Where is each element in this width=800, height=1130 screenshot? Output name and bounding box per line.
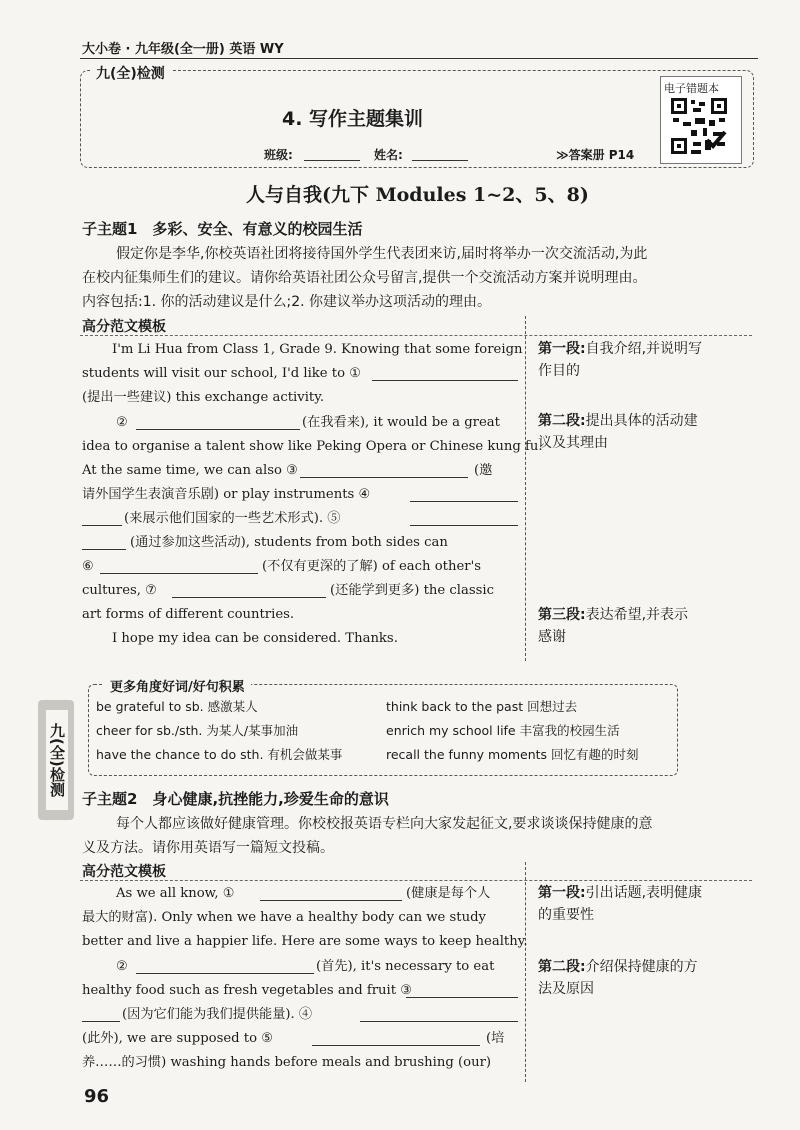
answer-blank-2[interactable] [136, 429, 300, 430]
subtopic2-heading: 子主题2 身心健康,抗挫能力,珍爱生命的意识 [82, 790, 389, 808]
subtopic1-prompt-line: 在校内征集师生们的建议。请你给英语社团公众号留言,提供一个交流活动方案并说明理由。 [82, 270, 647, 286]
essay-line: (还能学到更多) the classic [330, 583, 494, 598]
paragraph-note: 第三段:表达希望,并表示 感谢 [538, 607, 689, 645]
essay-line: (来展示他们国家的一些艺术形式). ⑤ [124, 511, 341, 526]
essay-line: healthy food such as fresh vegetables and fruit ③ [82, 983, 413, 998]
answer-blank-1[interactable] [372, 380, 518, 381]
side-tab [38, 700, 74, 820]
subtopic2-prompt-line: 义及方法。请你用英语写一篇短文投稿。 [82, 840, 334, 856]
page-number: 96 [84, 1086, 110, 1107]
essay-line: (邀 [474, 463, 493, 478]
essay-line: (提出一些建议) this exchange activity. [82, 390, 325, 405]
phrase-item: have the chance to do sth. 有机会做某事 [96, 747, 343, 762]
name-blank[interactable] [412, 160, 468, 161]
phrase-item: enrich my school life 丰富我的校园生活 [386, 723, 620, 738]
name-label: 姓名: [374, 148, 403, 162]
answer-blank-s2-2[interactable] [136, 973, 314, 974]
essay-line: I hope my idea can be considered. Thanks. [112, 631, 398, 646]
answer-blank-4b[interactable] [82, 525, 122, 526]
answer-blank-5b[interactable] [82, 549, 126, 550]
phrase-item: think back to the past 回想过去 [386, 699, 578, 714]
phrase-box-title: 更多角度好词/好句积累 [104, 676, 251, 695]
class-label: 班级: [264, 148, 293, 162]
section-title: 4. 写作主题集训 [282, 108, 424, 130]
essay-line: (培 [486, 1031, 505, 1046]
answer-blank-7[interactable] [172, 597, 326, 598]
essay-line: students will visit our school, I'd like to ① [82, 366, 362, 381]
phrase-item: be grateful to sb. 感激某人 [96, 699, 258, 714]
answer-blank-s2-1[interactable] [260, 900, 402, 901]
answer-blank-s2-3[interactable] [406, 997, 518, 998]
essay-line: 请外国学生表演音乐剧) or play instruments ④ [82, 487, 371, 502]
paragraph-note: 第一段:引出话题,表明健康 的重要性 [538, 885, 703, 923]
subtopic1-prompt-line: 假定你是李华,你校英语社团将接待国外学生代表团来访,届时将举办一次交流活动,为此 [116, 246, 648, 262]
subtopic1-prompt-line: 内容包括:1. 你的活动建议是什么;2. 你建议举办这项活动的理由。 [82, 294, 492, 310]
paragraph-note: 第二段:提出具体的活动建 议及其理由 [538, 413, 698, 451]
answer-reference: ≫答案册 P14 [556, 148, 635, 162]
essay-line: 最大的财富). Only when we have a healthy body can we study [82, 910, 486, 925]
blank-number: ⑥ [82, 559, 94, 574]
answer-blank-s2-4[interactable] [360, 1021, 518, 1022]
essay-line: art forms of different countries. [82, 607, 295, 622]
essay-line: (通过参加这些活动), students from both sides can [130, 535, 448, 550]
answer-blank-4[interactable] [410, 501, 518, 502]
side-tab-label: 九(全)检测 [46, 710, 68, 810]
essay-line: cultures, ⑦ [82, 583, 157, 598]
paragraph-note: 第二段:介绍保持健康的方 法及原因 [538, 959, 698, 997]
qr-code-icon[interactable] [669, 96, 729, 156]
essay-line: I'm Li Hua from Class 1, Grade 9. Knowing that some foreign [112, 342, 523, 357]
answer-blank-5[interactable] [410, 525, 518, 526]
book-header: 大小卷 · 九年级(全一册) 英语 WY [82, 42, 284, 57]
template-label: 高分范文模板 [82, 864, 166, 880]
blank-number: ② [116, 415, 128, 430]
column-divider [525, 316, 526, 661]
essay-line: (首先), it's necessary to eat [316, 959, 495, 974]
phrase-item: cheer for sb./sth. 为某人/某事加油 [96, 723, 299, 738]
class-blank[interactable] [304, 160, 360, 161]
essay-line: (此外), we are supposed to ⑤ [82, 1031, 274, 1046]
answer-blank-s2-5[interactable] [312, 1045, 480, 1046]
paragraph-note: 第一段:自我介绍,并说明写 作目的 [538, 341, 703, 379]
qr-label: 电子错题本 [664, 82, 719, 95]
divider [80, 335, 752, 336]
answer-blank-3[interactable] [300, 477, 468, 478]
essay-line: better and live a happier life. Here are some ways to keep healthy. [82, 934, 528, 949]
section-tag: 九(全)检测 [90, 63, 171, 83]
template-label: 高分范文模板 [82, 319, 166, 335]
phrase-item: recall the funny moments 回忆有趣的时刻 [386, 747, 639, 762]
subtopic1-heading: 子主题1 多彩、安全、有意义的校园生活 [82, 220, 363, 238]
essay-line: (不仅有更深的了解) of each other's [262, 559, 481, 574]
blank-number: ② [116, 959, 128, 974]
essay-line: As we all know, ① [116, 886, 235, 901]
essay-line: (在我看来), it would be a great [302, 415, 500, 430]
essay-line: (因为它们能为我们提供能量). ④ [122, 1007, 313, 1022]
subtopic2-prompt-line: 每个人都应该做好健康管理。你校校报英语专栏向大家发起征文,要求谈谈保持健康的意 [116, 816, 653, 832]
main-title: 人与自我(九下 Modules 1~2、5、8) [246, 184, 589, 206]
essay-line: 养……的习惯) washing hands before meals and brushing (our) [82, 1055, 492, 1070]
header-rule [80, 58, 758, 59]
answer-blank-6[interactable] [100, 573, 258, 574]
divider [80, 880, 752, 881]
essay-line: idea to organise a talent show like Peking Opera or Chinese kung fu. [82, 439, 543, 454]
column-divider [525, 862, 526, 1082]
essay-line: At the same time, we can also ③ [82, 463, 298, 478]
answer-blank-s2-3b[interactable] [82, 1021, 120, 1022]
essay-line: (健康是每个人 [406, 886, 491, 901]
